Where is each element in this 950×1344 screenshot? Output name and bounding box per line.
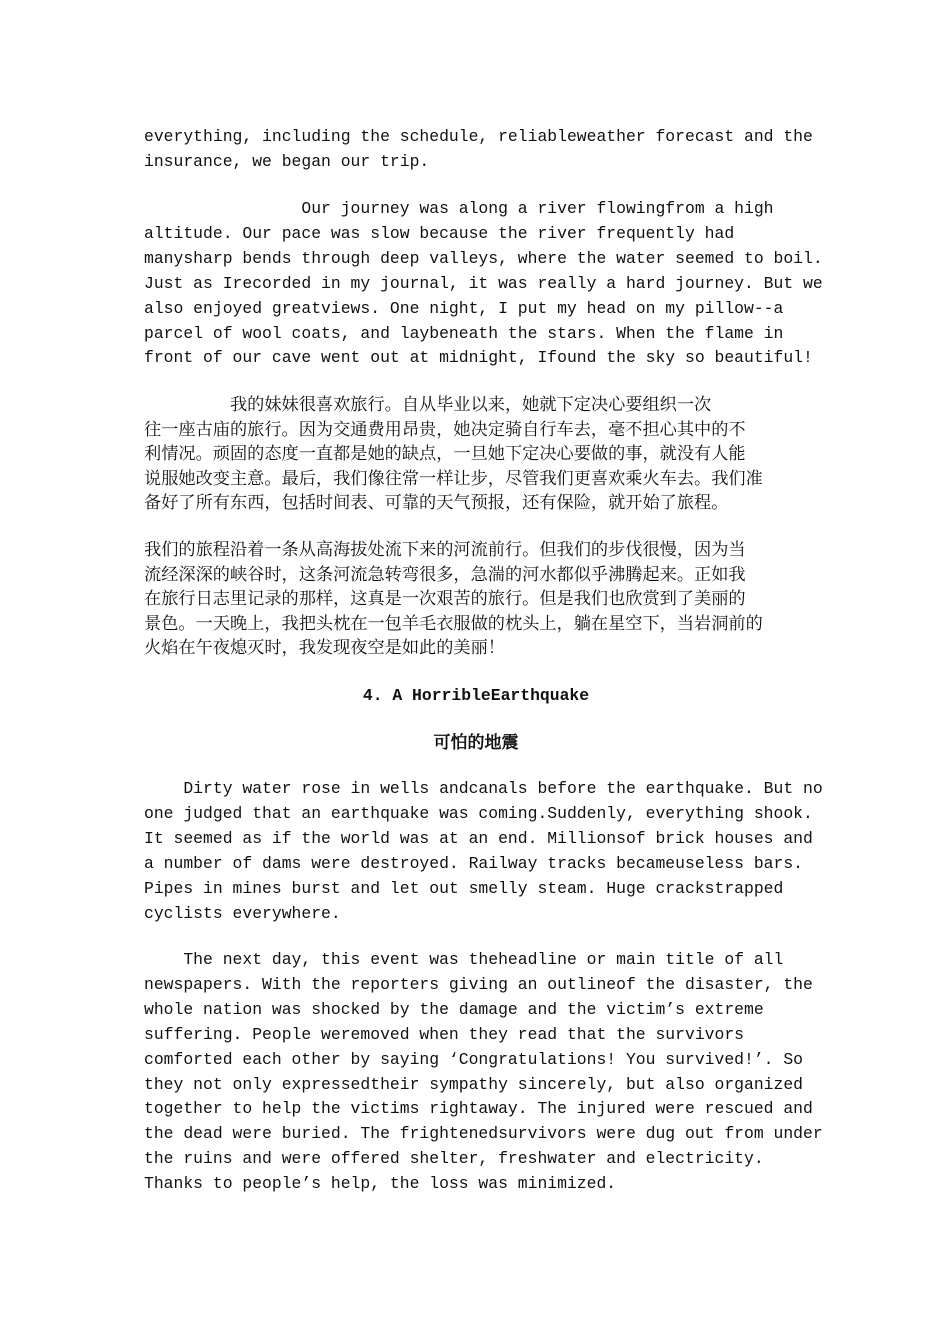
chinese-translation-paragraph-1 [144, 393, 808, 516]
earthquake-paragraph-2 [144, 948, 823, 1197]
text-line: 往一座古庙的旅行。因为交通费用昂贵，她决定骑自行车去，毫不担心其中的不 [144, 419, 746, 440]
text-line: cyclists everywhere. [144, 903, 341, 923]
text-line: 流经深深的峡谷时，这条河流急转弯很多，急湍的河水都似乎沸腾起来。正如我 [144, 564, 746, 585]
text-line: together to help the victims rightaway. The injured were rescued and [144, 1099, 813, 1119]
text-line: a number of dams were destroyed. Railway tracks becameuseless bars. [144, 853, 804, 873]
text-line: they not only expressedtheir sympathy sincerely, but also organized [144, 1074, 804, 1094]
text-line: Thanks to people’s help, the loss was minimized. [144, 1174, 617, 1194]
text-line: The next day, this event was theheadline or main title of all [144, 950, 784, 969]
text-line: everything, including the schedule, reliableweather forecast and the [144, 127, 813, 146]
text-line: insurance, we began our trip. [144, 151, 430, 171]
text-line: altitude. Our pace was slow because the river frequently had [144, 223, 735, 243]
text-line: 火焰在午夜熄灭时，我发现夜空是如此的美丽！ [144, 638, 505, 659]
chinese-translation-paragraph-2 [144, 538, 808, 661]
text-line: Just as Irecorded in my journal, it was really a hard journey. But we [144, 273, 823, 293]
text-line: 景色。一天晚上，我把头枕在一包羊毛衣服做的枕头上，躺在星空下，当岩洞前的 [144, 613, 763, 634]
text-line: 说服她改变主意。最后，我们像往常一样让步，尽管我们更喜欢乘火车去。我们准 [144, 468, 763, 489]
text-line: Our journey was along a river flowingfrom a high [144, 199, 774, 218]
text-line: one judged that an earthquake was coming.Suddenly, everything shook. [144, 803, 813, 823]
section-title-english: 4. A HorribleEarthquake [362, 686, 590, 705]
text-line: front of our cave went out at midnight, Ifound the sky so beautiful! [144, 348, 813, 368]
section-title-chinese: 可怕的地震 [433, 733, 519, 753]
text-line: the ruins and were offered shelter, freshwater and electricity. [144, 1149, 764, 1169]
text-line: parcel of wool coats, and laybeneath the stars. When the flame in [144, 323, 784, 343]
text-line: Dirty water rose in wells andcanals before the earthquake. But no [144, 779, 823, 798]
text-line: 备好了所有东西，包括时间表、可靠的天气预报，还有保险，就开始了旅程。 [144, 493, 729, 514]
intro-tail-paragraph [144, 125, 813, 175]
text-line: 在旅行日志里记录的那样，这真是一次艰苦的旅行。但是我们也欣赏到了美丽的 [144, 589, 746, 610]
text-line: whole nation was shocked by the damage and the victim’s extreme [144, 999, 764, 1019]
journey-english-paragraph [144, 197, 823, 371]
text-line: manysharp bends through deep valleys, where the water seemed to boil. [144, 248, 823, 268]
text-line: 我的妹妹很喜欢旅行。自从毕业以来，她就下定决心要组织一次 [144, 395, 712, 415]
earthquake-paragraph-1 [144, 777, 823, 926]
text-line: suffering. People weremoved when they read that the survivors [144, 1024, 744, 1044]
text-line: Pipes in mines burst and let out smelly steam. Huge crackstrapped [144, 878, 784, 898]
text-line: also enjoyed greatviews. One night, I put my head on my pillow--a [144, 298, 784, 318]
text-line: 我们的旅程沿着一条从高海拔处流下来的河流前行。但我们的步伐很慢，因为当 [144, 540, 746, 560]
text-line: the dead were buried. The frightenedsurvivors were dug out from under [144, 1124, 823, 1144]
text-line: It seemed as if the world was at an end. Millionsof brick houses and [144, 828, 813, 848]
text-line: newspapers. With the reporters giving an outlineof the disaster, the [144, 974, 813, 994]
text-line: 利情况。顽固的态度一直都是她的缺点，一旦她下定决心要做的事，就没有人能 [144, 444, 746, 465]
text-line: comforted each other by saying ‘Congratulations! You survived!’. So [144, 1049, 804, 1069]
